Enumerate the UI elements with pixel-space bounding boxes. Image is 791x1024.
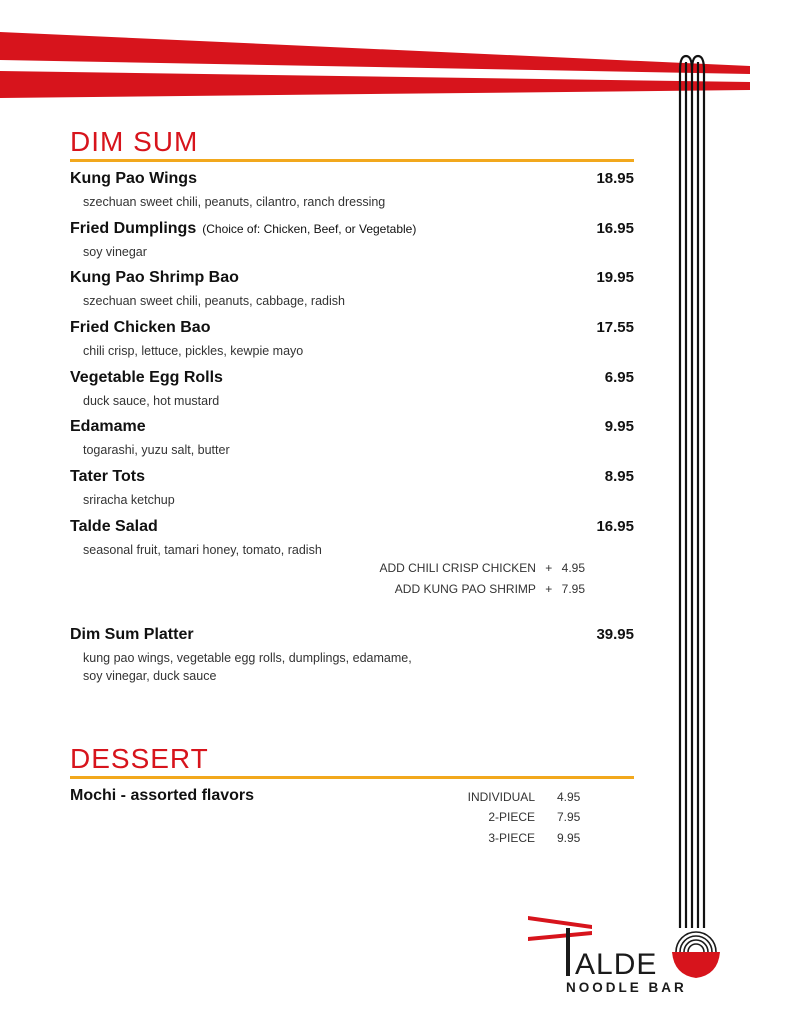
logo-subtitle: NOODLE BAR [566, 980, 687, 995]
item-price: 9.95 [604, 418, 634, 435]
item-name: Fried Chicken Bao [70, 319, 211, 336]
menu-item-dim-sum-platter [70, 626, 634, 685]
item-price: 6.95 [604, 369, 634, 386]
logo-wordmark: ALDE [575, 948, 658, 981]
menu-item-fried-dumplings [70, 220, 634, 261]
dim-sum-divider [70, 159, 634, 162]
dessert-divider [70, 776, 634, 779]
addon-plus: + [545, 561, 553, 575]
item-description: szechuan sweet chili, peanuts, cilantro, ranch dressing [83, 195, 386, 209]
item-description: szechuan sweet chili, peanuts, cabbage, radish [83, 294, 345, 308]
item-name: Tater Tots [70, 468, 145, 485]
item-name: Vegetable Egg Rolls [70, 369, 223, 386]
item-description-line: kung pao wings, vegetable egg rolls, dumplings, edamame, [83, 651, 412, 665]
item-description: seasonal fruit, tamari honey, tomato, radish [83, 543, 322, 557]
menu-item-kung-pao-shrimp-bao [70, 269, 634, 310]
item-description: sriracha ketchup [83, 493, 175, 507]
dessert-option-label: 2-PIECE [488, 810, 535, 824]
item-name: Edamame [70, 418, 146, 435]
item-price: 19.95 [596, 269, 634, 286]
item-note: (Choice of: Chicken, Beef, or Vegetable) [202, 222, 417, 236]
item-price: 8.95 [604, 468, 634, 485]
dessert-option-price: 9.95 [557, 831, 581, 845]
menu-item-kung-pao-wings [70, 170, 634, 211]
addon-price: 4.95 [561, 561, 585, 575]
menu-item-mochi [70, 787, 634, 805]
addon-label: ADD CHILI CRISP CHICKEN [379, 561, 536, 575]
item-name: Kung Pao Shrimp Bao [70, 269, 239, 286]
item-description: chili crisp, lettuce, pickles, kewpie mayo [83, 344, 304, 358]
item-name: Talde Salad [70, 518, 158, 535]
dessert-option-price: 4.95 [557, 790, 581, 804]
menu-item-talde-salad [70, 518, 634, 559]
item-price: 39.95 [596, 626, 634, 643]
item-description-line: soy vinegar, duck sauce [83, 669, 217, 683]
menu-item-edamame [70, 418, 634, 459]
menu-item-tater-tots [70, 468, 634, 509]
dessert-title: DESSERT [70, 743, 209, 774]
addon-chili-crisp-chicken [285, 561, 585, 575]
dessert-option-price: 7.95 [557, 810, 581, 824]
item-price: 16.95 [596, 518, 634, 535]
item-name: Mochi - assorted flavors [70, 787, 255, 804]
item-name: Dim Sum Platter [70, 626, 194, 643]
addon-kung-pao-shrimp [285, 582, 585, 596]
item-description: soy vinegar [83, 245, 147, 259]
menu-item-fried-chicken-bao [70, 319, 634, 360]
dessert-option-label: 3-PIECE [488, 831, 535, 845]
item-price: 18.95 [596, 170, 634, 187]
addon-label: ADD KUNG PAO SHRIMP [394, 582, 536, 596]
item-description [83, 649, 634, 685]
item-name: Fried Dumplings [70, 220, 197, 237]
item-name: Kung Pao Wings [70, 170, 197, 187]
item-description: duck sauce, hot mustard [83, 394, 220, 408]
addon-plus: + [545, 582, 553, 596]
menu-item-vegetable-egg-rolls [70, 369, 634, 410]
dessert-option-label: INDIVIDUAL [467, 790, 535, 804]
item-price: 16.95 [596, 220, 634, 237]
item-description: togarashi, yuzu salt, butter [83, 443, 230, 457]
dim-sum-title: DIM SUM [70, 126, 199, 157]
addon-price: 7.95 [561, 582, 585, 596]
item-price: 17.55 [596, 319, 634, 336]
